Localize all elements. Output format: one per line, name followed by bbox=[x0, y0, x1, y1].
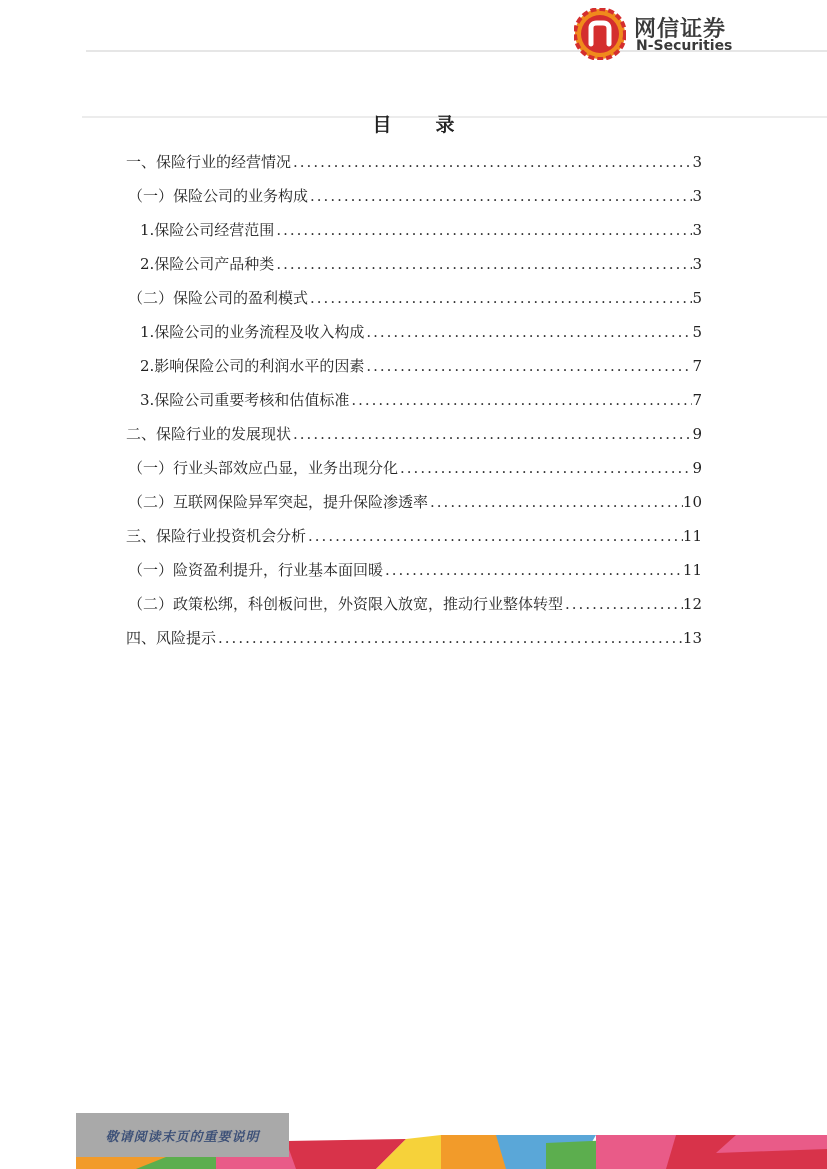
toc-entry-text: （二）互联网保险异军突起，提升保险渗透率 bbox=[128, 493, 429, 511]
toc-entry-text: 1.保险公司经营范围 bbox=[140, 221, 275, 239]
toc-entry[interactable] bbox=[126, 558, 702, 592]
toc-entry-page: 13 bbox=[682, 629, 702, 647]
toc-entry-page: 3 bbox=[692, 221, 702, 239]
toc-entry-text: （二）保险公司的盈利模式 bbox=[128, 289, 309, 307]
toc-entry[interactable] bbox=[126, 592, 702, 626]
toc-entry-page: 3 bbox=[692, 255, 702, 273]
toc-leader-dots bbox=[563, 592, 683, 616]
toc-leader-dots bbox=[428, 490, 683, 514]
toc-entry-page: 11 bbox=[682, 527, 702, 545]
toc-entry-text: 1.保险公司的业务流程及收入构成 bbox=[140, 323, 365, 341]
toc-leader-dots bbox=[364, 354, 692, 378]
toc-leader-dots bbox=[274, 218, 692, 242]
toc-entry-page: 11 bbox=[682, 561, 702, 579]
toc-entry-text: 三、保险行业投资机会分析 bbox=[126, 527, 307, 545]
toc-entry[interactable] bbox=[126, 422, 702, 456]
toc-leader-dots bbox=[364, 320, 692, 344]
logo-chinese-name: 网信证券 bbox=[634, 17, 727, 42]
n-securities-logo-icon bbox=[574, 8, 626, 60]
toc-leader-dots bbox=[274, 252, 692, 276]
toc-entry[interactable] bbox=[126, 388, 702, 422]
toc-entry-page: 9 bbox=[692, 425, 702, 443]
toc-leader-dots bbox=[383, 558, 683, 582]
logo-english-name: N-Securities bbox=[636, 38, 733, 54]
company-logo bbox=[574, 8, 794, 60]
toc-entry-page: 7 bbox=[692, 391, 702, 409]
toc-entry-page: 7 bbox=[692, 357, 702, 375]
toc-leader-dots bbox=[216, 626, 683, 650]
toc-leader-dots bbox=[291, 422, 692, 446]
toc-entry-text: 一、保险行业的经营情况 bbox=[126, 153, 292, 171]
page-footer bbox=[76, 1113, 827, 1169]
table-of-contents bbox=[126, 150, 702, 660]
toc-entry-text: （一）保险公司的业务构成 bbox=[128, 187, 309, 205]
toc-entry-text: （一）险资盈利提升，行业基本面回暖 bbox=[128, 561, 384, 579]
toc-title: 目录 bbox=[372, 114, 499, 136]
toc-entry-text: 2.保险公司产品种类 bbox=[140, 255, 275, 273]
toc-entry-page: 3 bbox=[692, 187, 702, 205]
toc-leader-dots bbox=[306, 524, 683, 548]
toc-leader-dots bbox=[308, 184, 692, 208]
toc-entry-page: 5 bbox=[692, 289, 702, 307]
toc-entry-page: 9 bbox=[692, 459, 702, 477]
toc-entry[interactable] bbox=[126, 320, 702, 354]
toc-entry[interactable] bbox=[126, 490, 702, 524]
toc-entry[interactable] bbox=[126, 218, 702, 252]
toc-entry-page: 3 bbox=[692, 153, 702, 171]
footer-disclaimer-note: 敬请阅读末页的重要说明 bbox=[76, 1113, 289, 1157]
toc-entry[interactable] bbox=[126, 524, 702, 558]
toc-entry-page: 10 bbox=[682, 493, 702, 511]
toc-entry[interactable] bbox=[126, 252, 702, 286]
toc-leader-dots bbox=[398, 456, 692, 480]
toc-entry-text: （二）政策松绑，科创板问世，外资限入放宽，推动行业整体转型 bbox=[128, 595, 564, 613]
toc-entry-text: 二、保险行业的发展现状 bbox=[126, 425, 292, 443]
toc-entry[interactable] bbox=[126, 286, 702, 320]
toc-leader-dots bbox=[291, 150, 692, 174]
toc-entry[interactable] bbox=[126, 456, 702, 490]
toc-leader-dots bbox=[349, 388, 692, 412]
toc-entry-text: 四、风险提示 bbox=[126, 629, 217, 647]
toc-entry-text: 2.影响保险公司的利润水平的因素 bbox=[140, 357, 365, 375]
toc-entry[interactable] bbox=[126, 626, 702, 660]
toc-entry-page: 12 bbox=[682, 595, 702, 613]
toc-entry[interactable] bbox=[126, 150, 702, 184]
toc-entry-text: （一）行业头部效应凸显，业务出现分化 bbox=[128, 459, 399, 477]
toc-leader-dots bbox=[308, 286, 692, 310]
toc-entry[interactable] bbox=[126, 354, 702, 388]
toc-entry[interactable] bbox=[126, 184, 702, 218]
toc-entry-text: 3.保险公司重要考核和估值标准 bbox=[140, 391, 350, 409]
toc-entry-page: 5 bbox=[692, 323, 702, 341]
